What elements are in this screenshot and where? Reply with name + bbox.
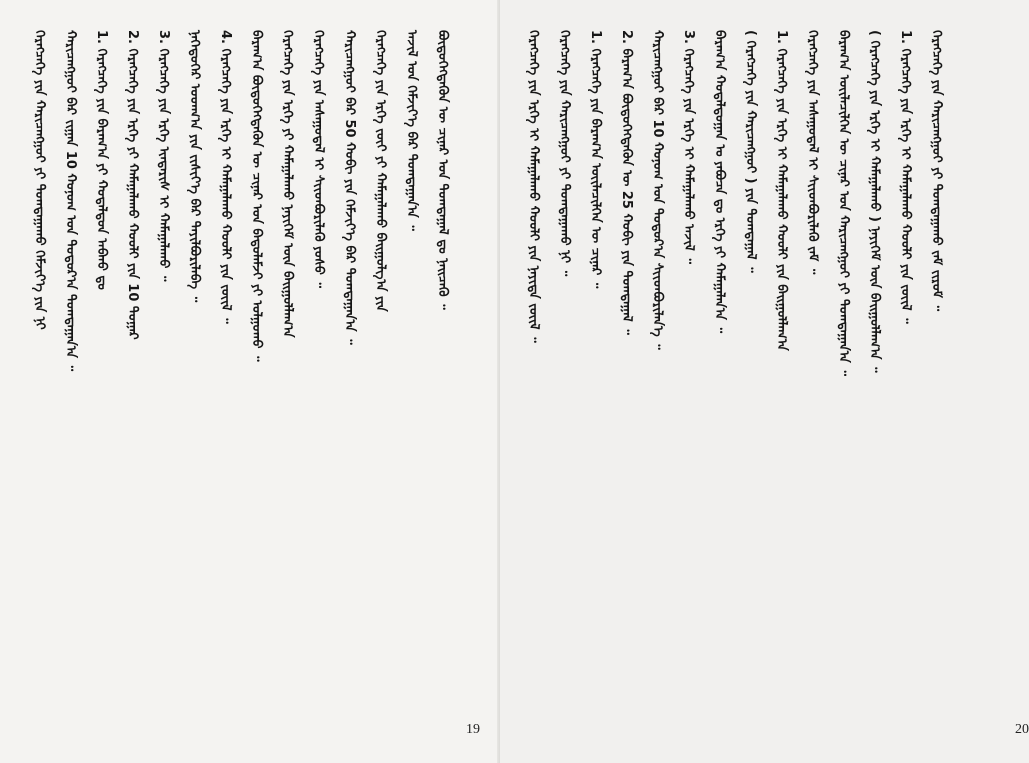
- left-page-number: 19: [466, 722, 480, 737]
- text-column: [584, 30, 606, 720]
- text-column: [183, 30, 205, 720]
- text-line: ᠬᠡᠷᠡᠭᠴᠡᠭᠡ ᠶᠢᠨ ᠡᠷᠬᠡ ᠢ ᠬᠠᠮᠠᠭᠠᠯᠠᠬᠤ ᠬᠤᠤᠯᠢ ᠶᠢᠨ ᠨᠡᠶᠢᠲᠡ ᠵᠦᠢᠯ ᠃: [526, 30, 541, 343]
- text-line: ᠬᠡᠷᠡᠭᠴᠡᠭᠡ ᠶᠢᠨ ᠠᠰᠠᠭᠤᠳᠠᠯ ᠢ ᠰᠢᠢᠳᠪᠦᠷᠢᠯᠡᠬᠦ ᠵᠠᠮ ᠃: [805, 30, 820, 275]
- text-column: [369, 30, 391, 720]
- text-line: 1. ᠬᠡᠷᠡᠭᠴᠡᠭᠡ ᠶᠢᠨ ᠪᠠᠷᠠᠭ᠎ᠠ ᠶᠢ ᠬᠤᠳᠠᠯᠳᠤᠨ ᠠᠪᠬᠤ ᠳᠤ: [94, 30, 109, 290]
- left-page: [0, 0, 500, 763]
- text-column: [522, 30, 544, 720]
- text-column: [615, 30, 637, 720]
- text-line: ᠬᠡᠷᠡᠭᠴᠡᠭᠡ ᠶᠢᠨ ᠡᠷᠬᠡ ᠶᠢ ᠬᠠᠮᠠᠭᠠᠯᠠᠬᠤ ᠨᠡᠶᠢᠭᠡᠮ ᠦᠨ ᠪᠠᠢᠭᠤᠯᠯᠠᠭ᠎ᠠ: [280, 30, 295, 338]
- text-line: ᠪᠠᠷᠠᠭ᠎ᠠ ᠬᠤᠳᠠᠯᠳᠤᠭᠠᠨ ᠤ ᠶᠠᠪᠤᠴᠠ ᠳᠤ ᠡᠷᠬᠡ ᠶᠢ ᠬᠠᠮᠠᠭᠠᠯᠠᠨ᠎ᠠ ᠃: [712, 30, 727, 334]
- text-line: ᠪᠦᠲᠦᠭᠡᠭᠳᠡᠬᠦᠨ ᠦ ᠴᠢᠨᠠᠷ ᠤᠨ ᠲᠣᠭᠲᠠᠭᠠᠯ ᠳᠤ ᠨᠡᠢᠴᠡᠬᠦ ᠃: [435, 30, 450, 310]
- text-column: [770, 30, 792, 720]
- text-line: 3. ᠬᠡᠷᠡᠭᠴᠡᠭᠡ ᠶᠢᠨ ᠡᠷᠬᠡ ᠢᠨᠲᠡᠷᠢᠰ ᠢ ᠬᠠᠮᠠᠭᠠᠯᠠᠬᠤ ᠃: [156, 30, 171, 282]
- text-column: [276, 30, 298, 720]
- right-page: [500, 0, 1029, 763]
- text-column: [894, 30, 916, 720]
- text-line: 1. ᠬᠡᠷᠡᠭᠴᠡᠭᠡ ᠶᠢᠨ ᠡᠷᠬᠡ ᠢ ᠬᠠᠮᠠᠭᠠᠯᠠᠬᠤ ᠬᠤᠤᠯᠢ ᠶᠢᠨ ᠵᠦᠢᠯ ᠃: [898, 30, 913, 324]
- text-column: [152, 30, 174, 720]
- text-line: ᠬᠠᠷᠢᠴᠠᠩᠭᠤᠢ ᠪᠡᠷ 10 ᠬᠣᠨᠤᠭ ᠤᠨ ᠳᠣᠳᠣᠷ᠎ᠠ ᠰᠢᠢᠳᠪᠦᠷᠢᠯᠡᠨ᠎ᠡ ᠃: [650, 30, 665, 350]
- text-column: [553, 30, 575, 720]
- text-line: ᠬᠡᠷᠡᠭᠴᠡᠭᠡ ᠶᠢᠨ ᠬᠠᠷᠢᠴᠠᠩᠭᠤᠢ ᠶᠢ ᠲᠣᠭᠲᠠᠭᠠᠬᠤ ᠨᠢ ᠃: [557, 30, 572, 277]
- text-column: [708, 30, 730, 720]
- text-line: ( ᠬᠡᠷᠡᠭᠴᠡᠭᠡ ᠶᠢᠨ ᠡᠷᠬᠡ ᠢ ᠬᠠᠮᠠᠭᠠᠯᠠᠬᠤ ) ᠨᠡᠶᠢᠭᠡᠮ ᠦᠨ ᠪᠠᠢᠭᠤᠯᠯᠠᠭ᠎ᠠ ᠃: [867, 30, 882, 373]
- text-line: ᠬᠡᠷᠡᠭᠴᠡᠭᠡ ᠶᠢᠨ ᠬᠠᠷᠢᠴᠠᠩᠭᠤᠢ ᠶᠢ ᠲᠣᠭᠲᠠᠭᠠᠬᠤ ᠵᠠᠮ ᠵᠢᠷᠤᠮ ᠃: [929, 30, 944, 312]
- text-column: [925, 30, 947, 720]
- text-column: [801, 30, 823, 720]
- text-line: 4. ᠬᠡᠷᠡᠭᠴᠡᠭᠡ ᠶᠢᠨ ᠡᠷᠬᠡ ᠢ ᠬᠠᠮᠠᠭᠠᠯᠠᠬᠤ ᠬᠤᠤᠯᠢ ᠶᠢᠨ ᠵᠦᠢᠯ ᠃: [218, 30, 233, 324]
- text-column: [59, 30, 81, 720]
- text-column: [338, 30, 360, 720]
- text-line: ᠬᠡᠷᠡᠭᠴᠡᠭᠡ ᠶᠢᠨ ᠡᠷᠬᠡ ᠵᠦᠢ ᠶᠢ ᠬᠠᠮᠠᠭᠠᠯᠠᠬᠤ ᠪᠠᠢᠭᠤᠯᠭ᠎ᠠ ᠶᠢᠨ: [373, 30, 388, 312]
- text-line: ᠬᠠᠷᠢᠴᠠᠩᠭᠤᠢ ᠪᠡᠷ 50 ᠬᠤᠪᠢ ᠶᠢᠨ ᠬᠡᠮᠵᠢᠶ᠎ᠡ ᠪᠡᠷ ᠲᠣᠭᠲᠠᠭᠠᠨ᠎ᠠ ᠃: [342, 30, 357, 345]
- text-line: ᠨᠡᠭᠡᠳᠦᠭᠡᠷ ᠤᠳᠬ᠎ᠠ ᠶᠢᠨ ᠵᠢᠱᠢᠶ᠎ᠡ ᠪᠡᠷ ᠲᠠᠶᠢᠯᠪᠤᠷᠢᠯᠠᠪᠠ ᠃: [187, 30, 202, 303]
- text-line: ᠪᠠᠷᠠᠭ᠎ᠠ ᠦᠢᠯᠡᠴᠢᠯᠭᠡᠨ ᠦ ᠴᠢᠨᠠᠷ ᠤᠨ ᠬᠠᠷᠢᠴᠠᠩᠭᠤᠢ ᠶᠢ ᠲᠣᠭᠲᠠᠭᠠᠨ᠎ᠠ ᠃: [836, 30, 851, 376]
- text-column: [832, 30, 854, 720]
- text-line: 2. ᠪᠠᠷᠠᠭ᠎ᠠ ᠪᠦᠲᠦᠭᠡᠭᠳᠡᠬᠦᠨ ᠦ 25 ᠬᠤᠪᠢ ᠶᠢᠨ ᠲᠣᠭᠲᠠᠭᠠᠯ ᠃: [619, 30, 634, 335]
- text-line: ᠠᠵᠢᠯ ᠤᠨ ᠬᠡᠮᠵᠢᠶ᠎ᠡ ᠪᠡᠷ ᠲᠣᠭᠲᠠᠭᠠᠨ᠎ᠠ ᠃: [404, 30, 419, 231]
- text-column: [677, 30, 699, 720]
- text-line: 1. ᠬᠡᠷᠡᠭᠴᠡᠭᠡ ᠶᠢᠨ ᠡᠷᠬᠡ ᠢ ᠬᠠᠮᠠᠭᠠᠯᠠᠬᠤ ᠬᠤᠤᠯᠢ ᠶᠢᠨ ᠪᠠᠢᠭᠤᠯᠯᠠᠭ᠎ᠠ: [774, 30, 789, 351]
- text-column: [90, 30, 112, 720]
- text-column: [307, 30, 329, 720]
- text-column: [28, 30, 50, 720]
- text-column: [431, 30, 453, 720]
- text-line: ᠪᠠᠷᠠᠭ᠎ᠠ ᠪᠦᠲᠦᠭᠡᠭᠳᠡᠬᠦᠨ ᠦ ᠴᠢᠨᠠᠷ ᠤᠨ ᠪᠠᠲᠤᠯᠠᠮᠵᠢ ᠶᠢ ᠣᠯᠭᠣᠬᠤ ᠃: [249, 30, 264, 362]
- right-page-number: 20: [1015, 722, 1029, 737]
- text-line: ( ᠬᠡᠷᠡᠭᠴᠡᠭᠡ ᠶᠢᠨ ᠬᠠᠷᠢᠴᠠᠩᠭᠤᠢ ) ᠶᠢᠨ ᠲᠣᠭᠲᠠᠭᠠᠯ ᠃: [743, 30, 758, 273]
- text-column: [646, 30, 668, 720]
- text-column: [863, 30, 885, 720]
- text-line: ᠬᠠᠷᠢᠴᠠᠩᠭᠤᠢ ᠪᠡᠷ ᠵᠢᠭᠠᠨ 10 ᠬᠣᠨᠤᠭ ᠤᠨ ᠳᠣᠳᠣᠷ᠎ᠠ ᠲᠣᠭᠲᠠᠭᠠᠨ᠎ᠠ ᠃: [63, 30, 78, 372]
- text-line: ᠬᠡᠷᠡᠭᠴᠡᠭᠡ ᠶᠢᠨ ᠬᠠᠷᠢᠴᠠᠩᠭᠤᠢ ᠶᠢ ᠲᠣᠭᠲᠠᠭᠠᠬᠤ ᠬᠡᠮᠵᠢᠶ᠎ᠡ ᠶᠢᠨ ᠨᠢ: [32, 30, 47, 330]
- text-column: [400, 30, 422, 720]
- text-column: [214, 30, 236, 720]
- text-line: 1. ᠬᠡᠷᠡᠭᠴᠡᠭᠡ ᠶᠢᠨ ᠪᠠᠷᠠᠭ᠎ᠠ ᠦᠢᠯᠡᠴᠢᠯᠭᠡᠨ ᠦ ᠴᠢᠨᠠᠷ ᠃: [588, 30, 603, 289]
- text-line: 2. ᠬᠡᠷᠡᠭᠴᠡᠭᠡ ᠶᠢᠨ ᠡᠷᠬᠡ ᠶᠢ ᠬᠠᠮᠠᠭᠠᠯᠠᠬᠤ ᠬᠤᠤᠯᠢ ᠶᠢᠨ 10 ᠳᠤᠭᠠᠷ: [125, 30, 140, 340]
- text-column: [121, 30, 143, 720]
- text-column: [245, 30, 267, 720]
- text-line: ᠬᠡᠷᠡᠭᠴᠡᠭᠡ ᠶᠢᠨ ᠠᠰᠠᠭᠤᠳᠠᠯ ᠢ ᠰᠢᠢᠳᠪᠦᠷᠢᠯᠡᠬᠦ ᠶᠣᠰᠤ ᠃: [311, 30, 326, 288]
- text-column: [739, 30, 761, 720]
- text-line: 3. ᠬᠡᠷᠡᠭᠴᠡᠭᠡ ᠶᠢᠨ ᠡᠷᠬᠡ ᠢ ᠬᠠᠮᠠᠭᠠᠯᠠᠬᠤ ᠠᠵᠢᠯ ᠃: [681, 30, 696, 264]
